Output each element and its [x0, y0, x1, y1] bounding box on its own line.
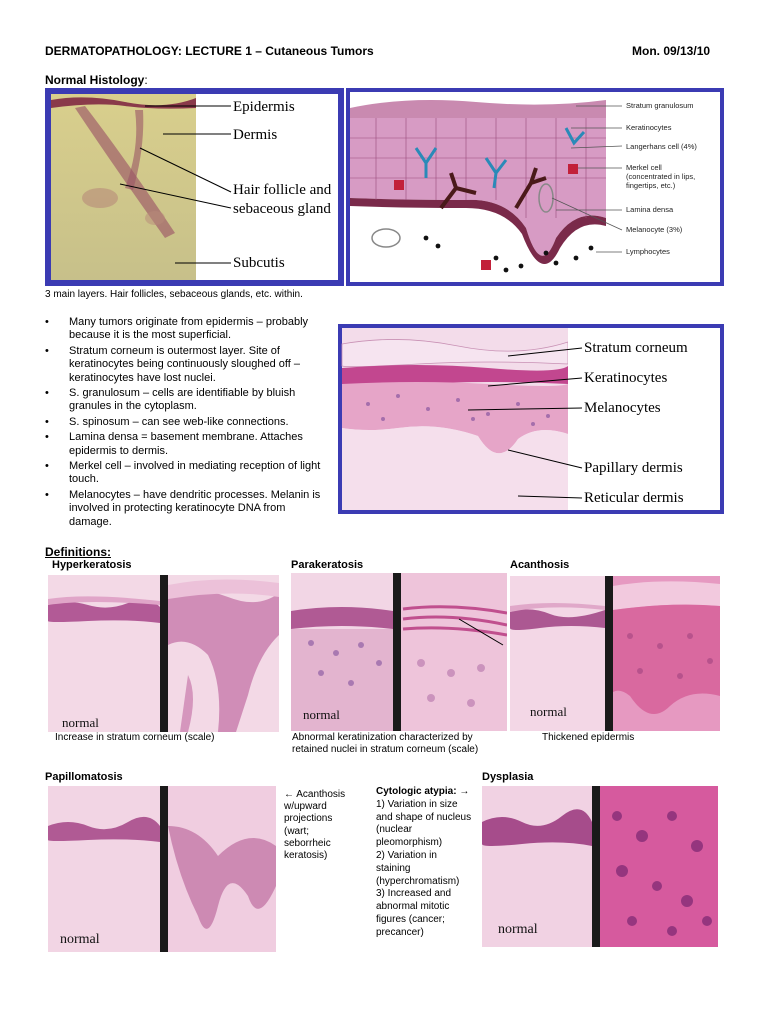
- papillomatosis-title: Papillomatosis: [45, 771, 123, 783]
- list-item: • Melanocytes – have dendritic processes. Melanin is involved in protecting keratinocyte DNA from damage.: [45, 489, 329, 529]
- papillomatosis-note: ← Acanthosis w/upward projections (wart; seborrheic keratosis): [284, 789, 346, 862]
- label-papillary-dermis: Papillary dermis: [584, 460, 683, 476]
- parakeratosis-caption-line-1: Abnormal keratinization characterized by: [292, 732, 473, 743]
- hyperkeratosis-micrograph: [48, 575, 279, 732]
- hyperkeratosis-normal-label: normal: [62, 715, 99, 730]
- diagram-label-lamina-densa: Lamina densa: [626, 205, 674, 214]
- list-item: • S. spinosum – can see web-like connections.: [45, 416, 329, 429]
- papillomatosis-normal-label: normal: [60, 932, 100, 947]
- page-title: DERMATOPATHOLOGY: LECTURE 1 – Cutaneous Tumors: [45, 44, 374, 58]
- label-subcutis: Subcutis: [233, 255, 285, 271]
- acanthosis-title: Acanthosis: [510, 559, 570, 571]
- hyperkeratosis-caption: Increase in stratum corneum (scale): [55, 732, 215, 743]
- acanthosis-caption: Thickened epidermis: [542, 732, 635, 743]
- label-stratum-corneum: Stratum corneum: [584, 340, 688, 356]
- hyperkeratosis-title: Hyperkeratosis: [52, 559, 132, 571]
- label-reticular-dermis: Reticular dermis: [584, 490, 684, 506]
- diagram-label-keratinocytes: Keratinocytes: [626, 123, 672, 132]
- diagram-label-merkel-note-2: fingertips, etc.): [626, 181, 676, 190]
- label-sebaceous-gland: sebaceous gland: [233, 201, 331, 217]
- normal-histology-caption: 3 main layers. Hair follicles, sebaceous glands, etc. within.: [45, 289, 303, 300]
- parakeratosis-caption-line-2: retained nuclei in stratum corneum (scale): [292, 744, 479, 755]
- list-item: • Many tumors originate from epidermis – probably because it is the most superficial.: [45, 316, 329, 343]
- dysplasia-title: Dysplasia: [482, 771, 534, 783]
- label-dermis: Dermis: [233, 127, 278, 143]
- label-hair-follicle: Hair follicle and: [233, 182, 332, 198]
- dysplasia-micrograph: [482, 786, 718, 947]
- epidermis-cell-diagram: [346, 88, 724, 286]
- diagram-label-lymphocytes: Lymphocytes: [626, 247, 670, 256]
- label-keratinocytes: Keratinocytes: [584, 370, 668, 386]
- label-melanocytes: Melanocytes: [584, 400, 661, 416]
- normal-histology-heading: Normal Histology:: [45, 73, 148, 87]
- skin-layers-micrograph: [45, 88, 344, 286]
- definitions-heading: Definitions:: [45, 545, 111, 559]
- diagram-label-stratum-granulosum: Stratum granulosum: [626, 101, 694, 110]
- diagram-label-merkel-note-1: (concentrated in lips,: [626, 172, 696, 181]
- epidermal-layers-micrograph: [338, 324, 724, 514]
- notes-bullet-list: [45, 316, 329, 531]
- parakeratosis-normal-label: normal: [303, 707, 340, 722]
- diagram-label-merkel: Merkel cell: [626, 163, 662, 172]
- page-date: Mon. 09/13/10: [632, 44, 711, 58]
- acanthosis-normal-label: normal: [530, 704, 567, 719]
- cytologic-atypia-notes: Cytologic atypia: → 1) Variation in size and shape of nucleus (nuclear pleomorphism) 2) Variation in staining (hyperchromatism) 3) Increased and abnormal mitotic figures (cancer; precancer): [376, 786, 472, 938]
- acanthosis-micrograph: [510, 576, 720, 731]
- list-item: • S. granulosum – cells are identifiable by bluish granules in the cytoplasm.: [45, 387, 329, 414]
- list-item: • Stratum corneum is outermost layer. Site of keratinocytes being continuously sloughed off – keratinocytes have lost nuclei.: [45, 345, 329, 385]
- label-epidermis: Epidermis: [233, 99, 295, 115]
- papillomatosis-micrograph: [48, 786, 276, 952]
- parakeratosis-title: Parakeratosis: [291, 559, 364, 571]
- parakeratosis-micrograph: [291, 573, 507, 731]
- list-item: • Lamina densa = basement membrane. Attaches epidermis to dermis.: [45, 431, 329, 458]
- diagram-label-langerhans: Langerhans cell (4%): [626, 142, 697, 151]
- diagram-label-melanocyte: Melanocyte (3%): [626, 225, 683, 234]
- dysplasia-normal-label: normal: [498, 922, 538, 937]
- list-item: • Merkel cell – involved in mediating reception of light touch.: [45, 460, 329, 487]
